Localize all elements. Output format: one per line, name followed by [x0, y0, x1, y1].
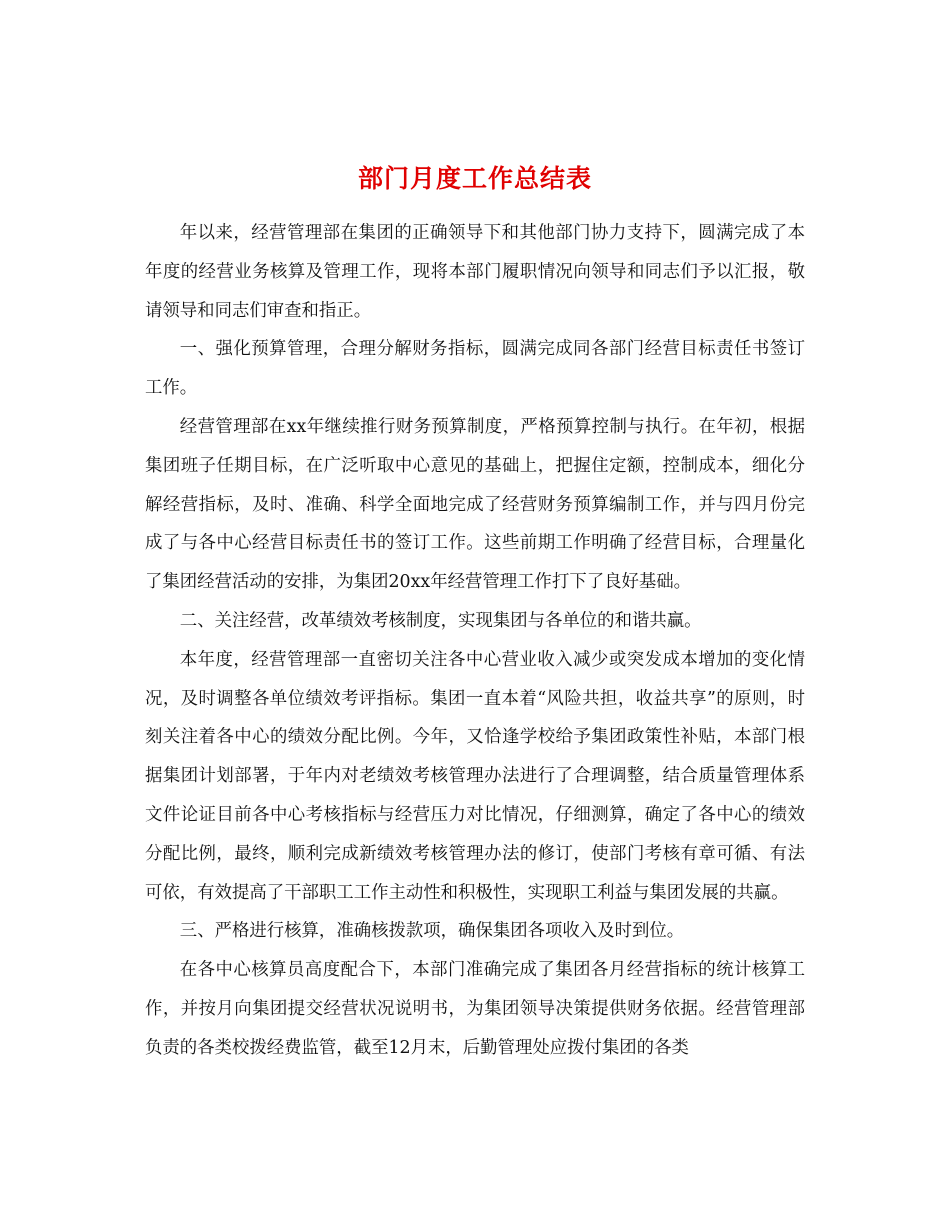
section-heading-3: 三、严格进行核算，准确核拨款项，确保集团各项收入及时到位。: [179, 921, 685, 942]
paragraph-section-3: 在各中心核算员高度配合下，本部门准确完成了集团各月经营指标的统计核算工作，并按月向集团提交经营状况说明书，为集团领导决策提供财务依据。经营管理部负责的各类校拨经费监管，截至12月末，后勤管理处应拨付集团的各类: [145, 960, 805, 1058]
document-body: [145, 214, 805, 1068]
paragraph-intro: 年以来，经营管理部在集团的正确领导下和其他部门协力支持下，圆满完成了本年度的经营业务核算及管理工作，现将本部门履职情况向领导和同志们予以汇报，敬请领导和同志们审查和指正。: [145, 223, 805, 321]
section-heading-2: 二、关注经营，改革绩效考核制度，实现集团与各单位的和谐共赢。: [179, 610, 702, 631]
document-title: 部门月度工作总结表: [357, 163, 592, 193]
section-heading-1: 一、强化预算管理，合理分解财务指标，圆满完成同各部门经营目标责任书签订工作。: [145, 339, 805, 399]
paragraph-section-2: 本年度，经营管理部一直密切关注各中心营业收入减少或突发成本增加的变化情况，及时调整各单位绩效考评指标。集团一直本着“风险共担，收益共享”的原则，时刻关注着各中心的绩效分配比例。今年，又恰逢学校给予集团政策性补贴，本部门根据集团计划部署，于年内对老绩效考核管理办法进行了合理调整，结合质量管理体系文件论证目前各中心考核指标与经营压力对比情况，仔细测算，确定了各中心的绩效分配比例，最终，顺利完成新绩效考核管理办法的修订，使部门考核有章可循、有法可依，有效提高了干部职工工作主动性和积极性，实现职工利益与集团发展的共赢。: [145, 649, 805, 903]
paragraph-section-1: 经营管理部在xx年继续推行财务预算制度，严格预算控制与执行。在年初，根据集团班子任期目标，在广泛听取中心意见的基础上，把握住定额，控制成本，细化分解经营指标，及时、准确、科学全面地完成了经营财务预算编制工作，并与四月份完成了与各中心经营目标责任书的签订工作。这些前期工作明确了经营目标，合理量化了集团经营活动的安排，为集团20xx年经营管理工作打下了良好基础。: [145, 416, 805, 593]
